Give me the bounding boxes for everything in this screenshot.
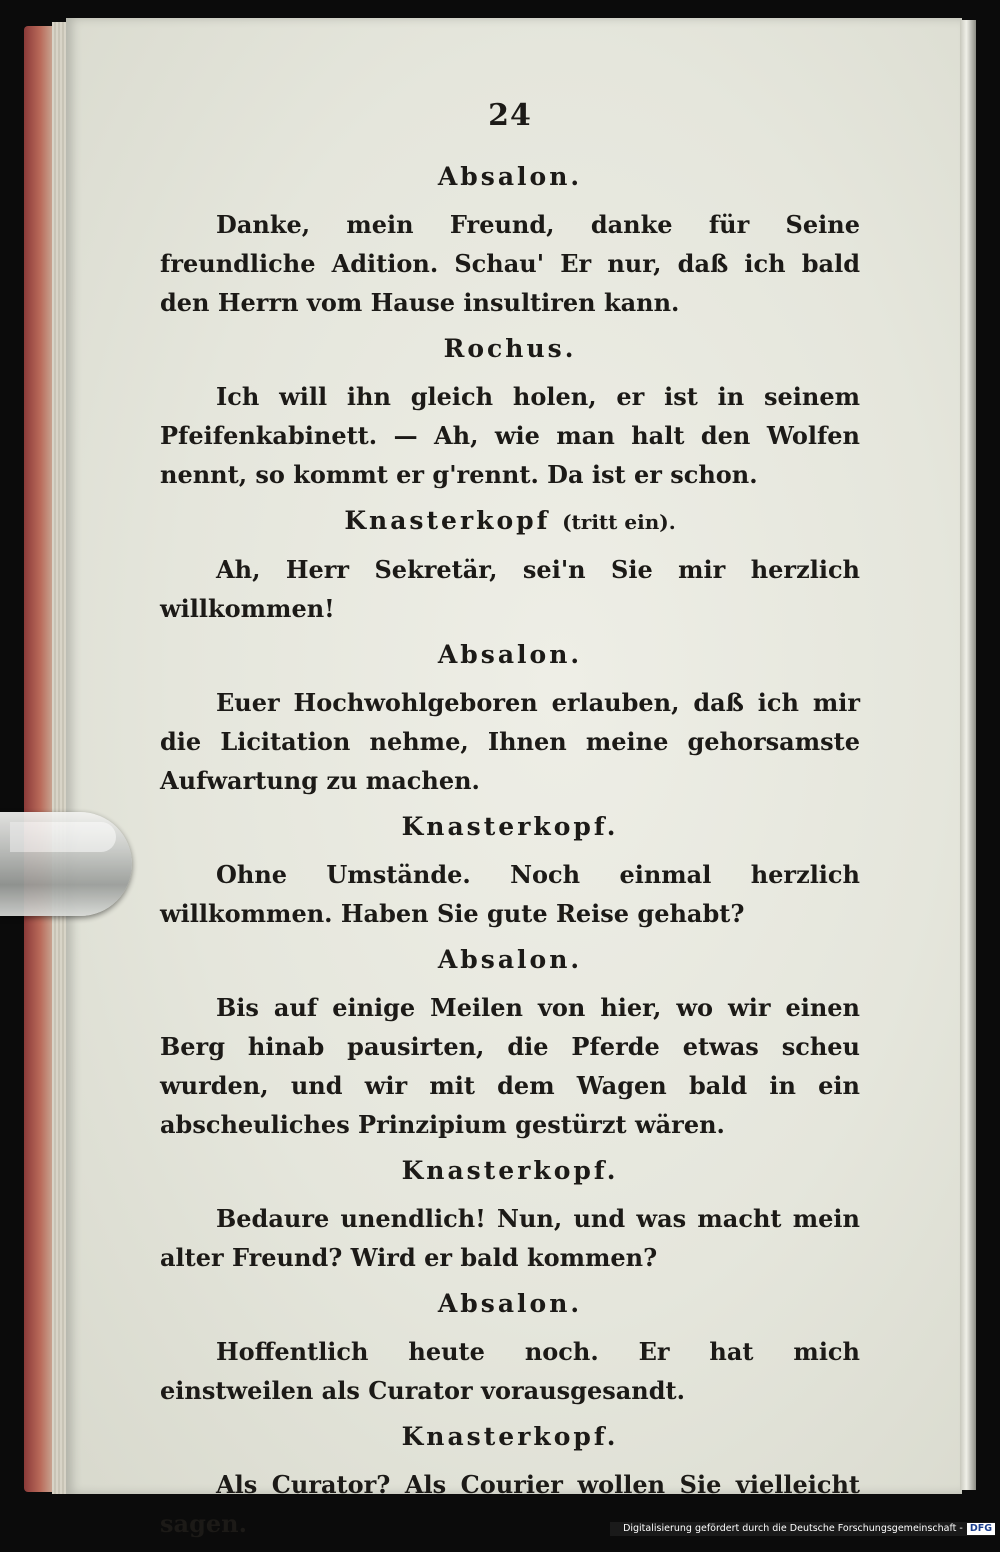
speech-text: Hoffentlich heute noch. Er hat mich einstweilen als Curator vorausgesandt.: [160, 1337, 860, 1405]
speech-text: Ich will ihn gleich holen, er ist in seinem Pfeifenkabinett. — Ah, wie man halt den Wolfen nennt, so kommt er g'rennt. Da ist er schon.: [160, 382, 860, 489]
speech-text: Als Curator? Als Courier wollen Sie vielleicht sagen.: [160, 1470, 860, 1538]
speaker-name: Knasterkopf.: [401, 1156, 619, 1185]
dialogue-block: [160, 331, 860, 494]
dialogue-block: [160, 503, 860, 628]
dialogue-block: [160, 1286, 860, 1410]
speech-text: Danke, mein Freund, danke für Seine freundliche Adition. Schau' Er nur, daß ich bald den Herrn vom Hause insultiren kann.: [160, 210, 860, 317]
speaker-name: Absalon.: [437, 162, 583, 191]
dialogue-block: [160, 809, 860, 933]
dialogue-block: [160, 637, 860, 800]
footer-text: Digitalisierung gefördert durch die Deutsche Forschungsgemeinschaft -: [623, 1523, 963, 1534]
dialogue-block: [160, 942, 860, 1144]
speech-text: Bedaure unendlich! Nun, und was macht mein alter Freund? Wird er bald kommen?: [160, 1204, 860, 1272]
stage-direction: (tritt ein).: [562, 510, 676, 534]
speech-text: Ah, Herr Sekretär, sei'n Sie mir herzlich willkommen!: [160, 555, 860, 623]
dialogue-block: [160, 1153, 860, 1277]
page-text: [160, 98, 860, 1552]
dialogue-block: [160, 159, 860, 322]
footer-credit: [610, 1522, 995, 1536]
page-gutter: [960, 20, 976, 1490]
speaker-name: Absalon.: [437, 945, 583, 974]
dfg-logo: DFG: [967, 1523, 995, 1535]
speaker-name: Knasterkopf.: [401, 1422, 619, 1451]
page-clip: [0, 812, 132, 916]
speaker-name: Knasterkopf.: [401, 812, 619, 841]
speech-text: Ohne Umstände. Noch einmal herzlich willkommen. Haben Sie gute Reise gehabt?: [160, 860, 860, 928]
speaker-name: Knasterkopf (tritt ein).: [344, 506, 676, 535]
speaker-name: Absalon.: [437, 640, 583, 669]
speech-text: Bis auf einige Meilen von hier, wo wir einen Berg hinab pausirten, die Pferde etwas scheu wurden, und wir mit dem Wagen bald in ein abscheuliches Prinzipium gestürzt wären.: [160, 993, 860, 1139]
page-number: 24: [488, 98, 532, 133]
speech-text: Euer Hochwohlgeboren erlauben, daß ich mir die Licitation nehme, Ihnen meine gehorsamste Aufwartung zu machen.: [160, 688, 860, 795]
speaker-name: Absalon.: [437, 1289, 583, 1318]
speaker-name: Rochus.: [443, 334, 577, 363]
